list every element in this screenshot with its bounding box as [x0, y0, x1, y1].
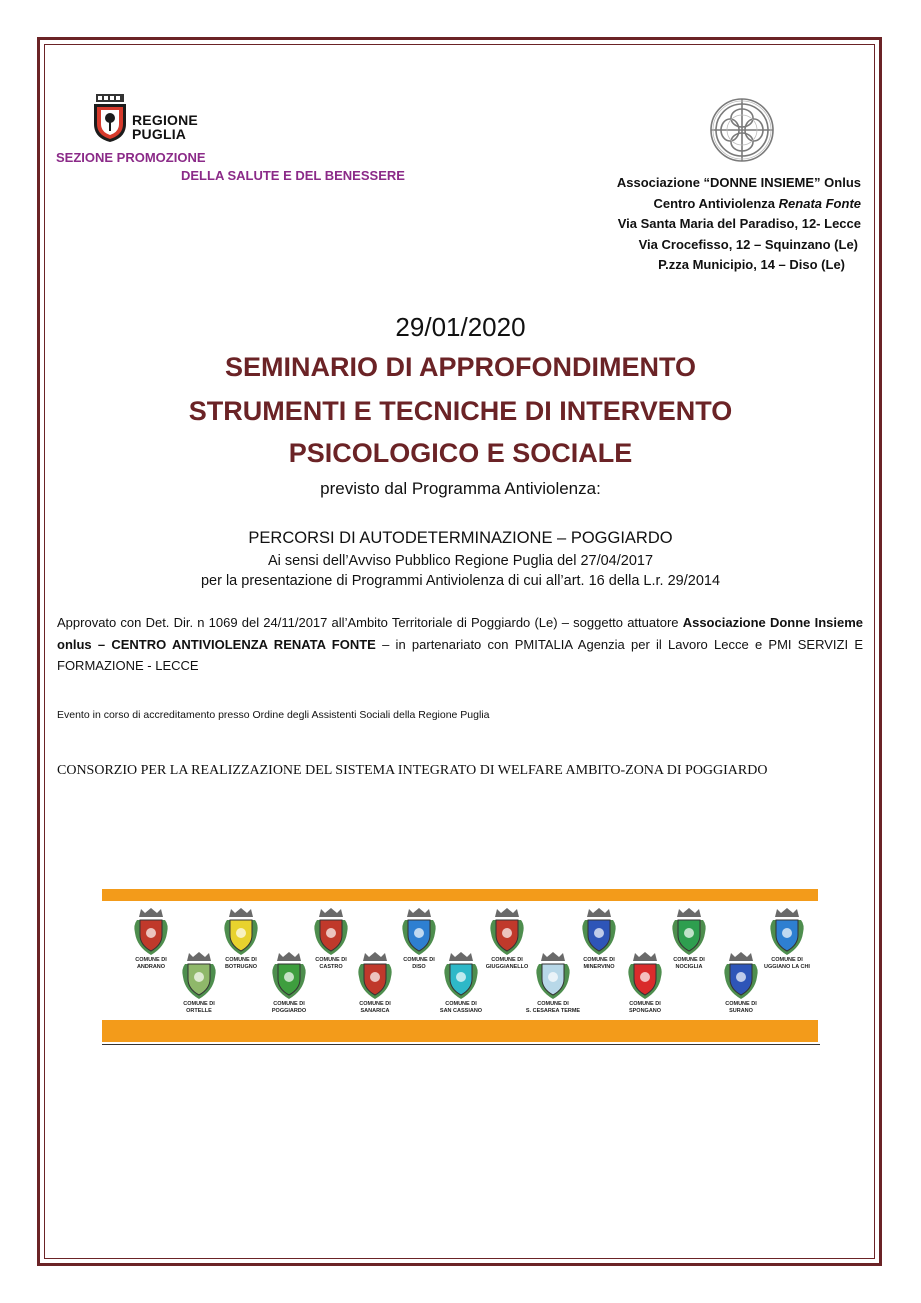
crest-label-prefix: COMUNE DI — [583, 957, 615, 963]
municipality-crest — [164, 951, 234, 1014]
crest-label-name: SANARICA — [360, 1007, 390, 1014]
coat-of-arms-icon — [269, 951, 309, 1001]
coat-of-arms-icon — [669, 907, 709, 957]
banner-top-band — [102, 889, 818, 901]
municipality-crest — [254, 951, 324, 1014]
crest-label-name: UGGIANO LA CHI — [764, 963, 810, 970]
crest-label-prefix: COMUNE DI — [135, 957, 167, 963]
crest-label-prefix: COMUNE DI — [225, 957, 257, 963]
crest-label-name: POGGIARDO — [271, 1007, 307, 1014]
municipality-crest — [610, 951, 680, 1014]
section-line-2: DELLA SALUTE E DEL BENESSERE — [181, 168, 405, 183]
celtic-knot-logo-icon — [708, 96, 776, 164]
assoc-address-diso: P.zza Municipio, 14 – Diso (Le) — [658, 257, 845, 272]
municipality-crest — [706, 951, 776, 1014]
municipality-crest — [426, 951, 496, 1014]
assoc-name: Associazione “DONNE INSIEME” Onlus — [616, 175, 861, 190]
crest-label-name: SPONGANO — [628, 1007, 662, 1014]
title-line-2: STRUMENTI E TECNICHE DI INTERVENTO — [188, 396, 733, 426]
coat-of-arms-icon — [441, 951, 481, 1001]
crest-label-name: SAN CASSIANO — [439, 1007, 483, 1014]
coat-of-arms-icon — [311, 907, 351, 957]
section-line-1: SEZIONE PROMOZIONE — [56, 150, 206, 165]
coat-of-arms-icon — [625, 951, 665, 1001]
program-name: PERCORSI DI AUTODETERMINAZIONE – POGGIARDO — [248, 529, 673, 547]
coat-of-arms-icon — [721, 951, 761, 1001]
banner-rule — [102, 1044, 820, 1045]
crest-label-name: MINERVINO — [583, 963, 615, 970]
banner-bottom-band — [102, 1020, 818, 1042]
coat-of-arms-icon — [131, 907, 171, 957]
association-address-block — [561, 173, 861, 276]
approval-paragraph: Approvato con Det. Dir. n 1069 del 24/11/2017 all’Ambito Territoriale di Poggiardo (Le) – soggetto attuatore Associazione Donne Insieme onlus – CENTRO ANTIVIOLENZA RENATA FONTE – in partenariato con PMITALIA Agenzia per il Lavoro Lecce e PMI SERVIZI E FORMAZIONE - LECCE — [57, 615, 863, 673]
regione-puglia-logo — [93, 94, 203, 144]
assoc-address-squinzano: Via Crocefisso, 12 – Squinzano (Le) — [638, 236, 858, 252]
crest-label-prefix: COMUNE DI — [359, 1001, 391, 1007]
crest-label-prefix: COMUNE DI — [403, 957, 435, 963]
crest-label-prefix: COMUNE DI — [537, 1001, 569, 1007]
coat-of-arms-icon — [221, 907, 261, 957]
crest-label-name: GIUGGIANELLO — [485, 963, 529, 970]
avviso-line: Ai sensi dell’Avviso Pubblico Regione Puglia del 27/04/2017 — [267, 553, 654, 569]
coat-of-arms-icon — [179, 951, 219, 1001]
municipalities-banner — [102, 889, 818, 1044]
crest-label-prefix: COMUNE DI — [491, 957, 523, 963]
municipality-crest — [518, 951, 588, 1014]
presentazione-line: per la presentazione di Programmi Antiviolenza di cui all’art. 16 della L.r. 29/2014 — [200, 573, 721, 589]
subtitle: previsto dal Programma Antiviolenza: — [320, 479, 601, 498]
coat-of-arms-icon — [355, 951, 395, 1001]
crest-label-name: SURANO — [729, 1007, 753, 1014]
crest-label-name: ANDRANO — [136, 963, 166, 970]
crest-label-prefix: COMUNE DI — [725, 1001, 757, 1007]
coat-of-arms-icon — [579, 907, 619, 957]
crest-label-prefix: COMUNE DI — [273, 1001, 305, 1007]
coat-of-arms-icon — [487, 907, 527, 957]
crest-label-name: DISO — [412, 963, 426, 970]
crest-label-prefix: COMUNE DI — [445, 1001, 477, 1007]
assoc-center: Centro Antiviolenza Renata Fonte — [653, 195, 861, 211]
municipality-crest — [340, 951, 410, 1014]
regione-puglia-wordmark: REGIONE PUGLIA — [132, 112, 198, 142]
crest-label-name: S. CESAREA TERME — [525, 1007, 581, 1014]
coat-of-arms-icon — [767, 907, 807, 957]
coat-of-arms-icon — [533, 951, 573, 1001]
crest-label-prefix: COMUNE DI — [183, 1001, 215, 1007]
title-line-3: PSICOLOGICO E SOCIALE — [288, 438, 633, 468]
crest-label-name: ORTELLE — [186, 1007, 212, 1014]
crest-label-prefix: COMUNE DI — [771, 957, 803, 963]
crest-label-prefix: COMUNE DI — [673, 957, 705, 963]
crest-label-prefix: COMUNE DI — [629, 1001, 661, 1007]
assoc-address-lecce: Via Santa Maria del Paradiso, 12- Lecce — [617, 216, 861, 231]
event-date: 29/01/2020 — [395, 312, 526, 342]
regione-puglia-shield-icon — [93, 94, 127, 142]
coat-of-arms-icon — [399, 907, 439, 957]
crest-label-name: BOTRUGNO — [224, 963, 258, 970]
crest-label-name: NOCIGLIA — [675, 963, 703, 970]
title-line-1: SEMINARIO DI APPROFONDIMENTO — [224, 352, 697, 382]
accreditation-note: Evento in corso di accreditamento presso Ordine degli Assistenti Sociali della Regione Puglia — [57, 709, 490, 721]
crest-label-name: CASTRO — [319, 963, 343, 970]
crest-label-prefix: COMUNE DI — [315, 957, 347, 963]
consortium-line: CONSORZIO PER LA REALIZZAZIONE DEL SISTEMA INTEGRATO DI WELFARE AMBITO-ZONA DI POGGIARDO — [57, 763, 768, 778]
